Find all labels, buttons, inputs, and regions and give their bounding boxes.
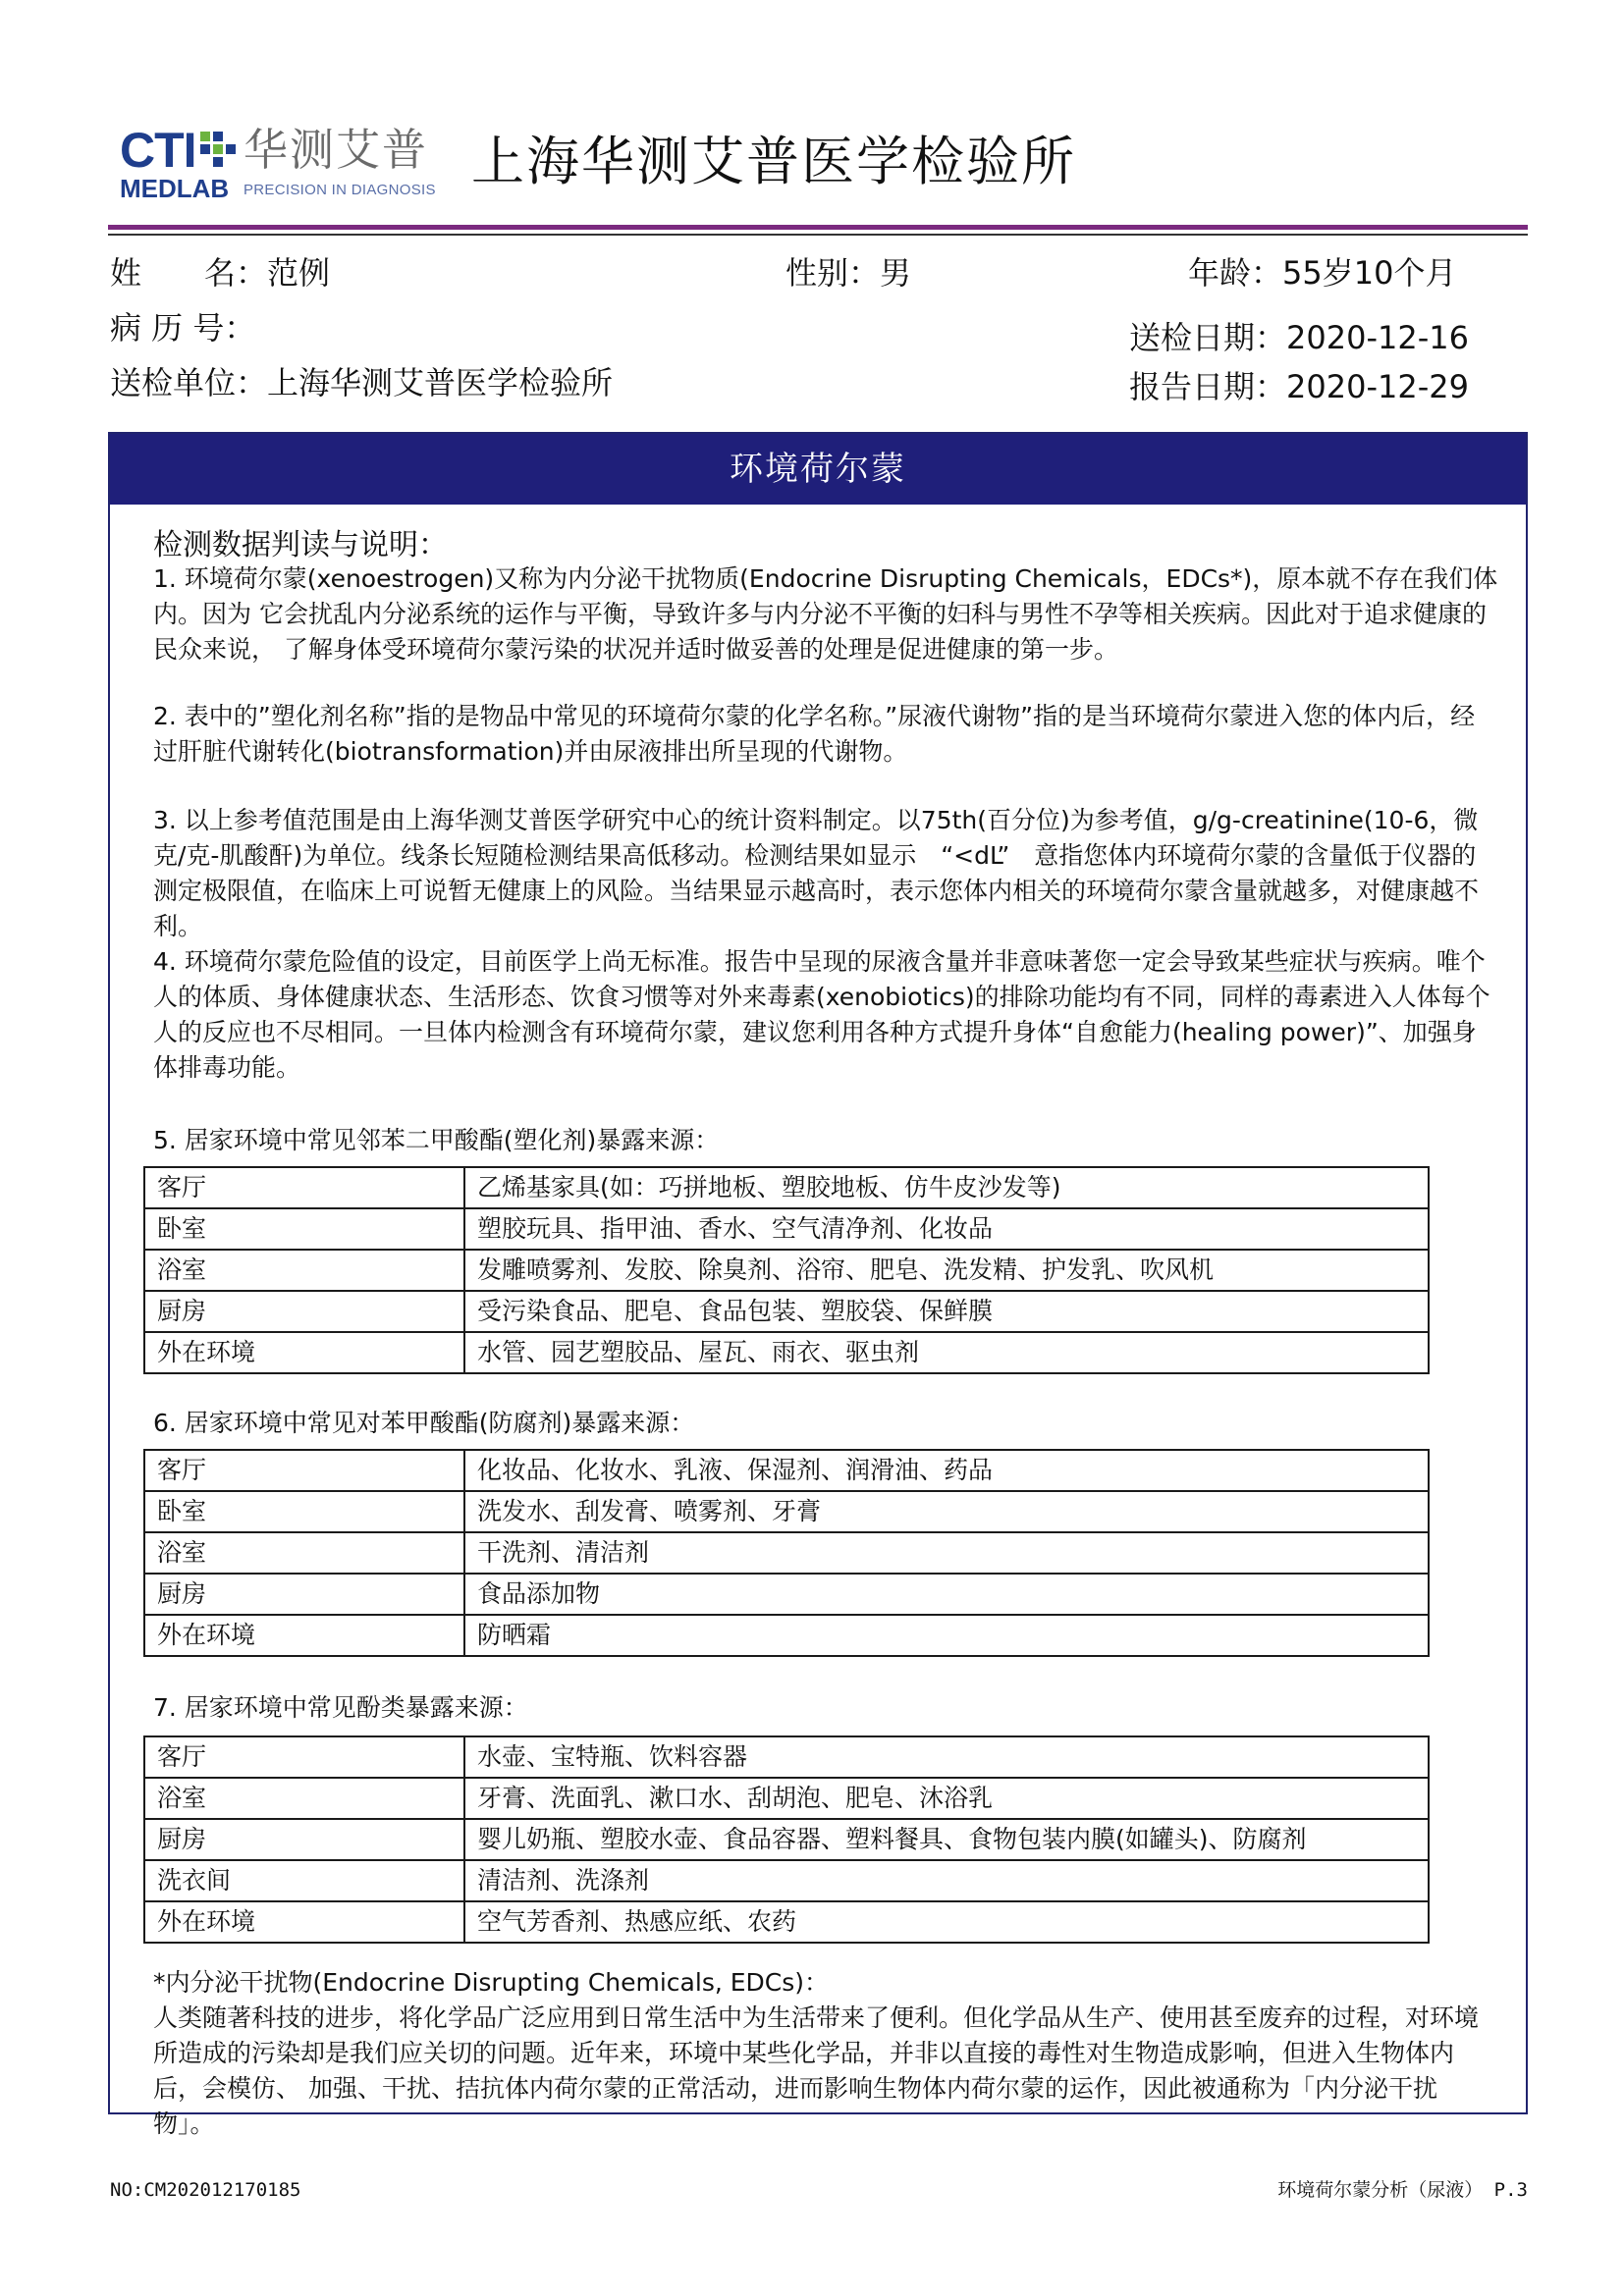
- patient-record-label: 病 历 号：: [110, 309, 256, 347]
- header-rule: [108, 225, 1528, 230]
- logo-cti-text: CTI: [120, 123, 196, 178]
- patient-gender: [785, 251, 911, 294]
- table-row: [144, 1450, 1429, 1491]
- sent-date-label: 送检日期：: [1129, 319, 1287, 356]
- sent-date-value: 2020-12-16: [1286, 319, 1469, 356]
- room-cell: 洗衣间: [144, 1860, 464, 1901]
- table6-title: 6. 居家环境中常见对苯甲酸酯(防腐剂)暴露来源：: [153, 1409, 695, 1437]
- table-row: [144, 1208, 1429, 1250]
- room-cell: 浴室: [144, 1532, 464, 1574]
- report-date-value: 2020-12-29: [1286, 368, 1469, 405]
- items-cell: 水管、园艺塑胶品、屋瓦、雨衣、驱虫剂: [464, 1332, 1429, 1373]
- table-row: [144, 1615, 1429, 1656]
- sent-date: [1129, 316, 1469, 359]
- patient-age: [1188, 251, 1456, 294]
- logo-grid-icon: [200, 132, 236, 167]
- items-cell: 乙烯基家具(如：巧拼地板、塑胶地板、仿牛皮沙发等): [464, 1167, 1429, 1208]
- items-cell: 婴儿奶瓶、塑胶水壶、食品容器、塑料餐具、食物包装内膜(如罐头)、防腐剂: [464, 1819, 1429, 1860]
- room-cell: 外在环境: [144, 1615, 464, 1656]
- items-cell: 塑胶玩具、指甲油、香水、空气清净剂、化妆品: [464, 1208, 1429, 1250]
- logo-medlab-text: MEDLAB: [120, 174, 230, 203]
- room-cell: 厨房: [144, 1291, 464, 1332]
- table-row: [144, 1491, 1429, 1532]
- items-cell: 受污染食品、肥皂、食品包装、塑胶袋、保鲜膜: [464, 1291, 1429, 1332]
- patient-name: [110, 251, 330, 294]
- report-date: [1129, 365, 1469, 408]
- room-cell: 客厅: [144, 1167, 464, 1208]
- table-row: [144, 1167, 1429, 1208]
- institute-title: 上海华测艾普医学检验所: [471, 131, 1076, 192]
- sending-unit-value: 上海华测艾普医学检验所: [267, 364, 614, 401]
- intro-paragraph-3: 3. 以上参考值范围是由上海华测艾普医学研究中心的统计资料制定。以75th(百分位)为参考值，g/g-creatinine(10-6，微克/克-肌酸酐)为单位。线条长短随检测结果高低移动。检测结果如显示 “<dL” 意指您体内环境荷尔蒙的含量低于仪器的测定极限值，在临床上可说暂无健康上的风险。当结果显示越高时，表示您体内相关的环境荷尔蒙含量就越多，对健康越不利。: [153, 806, 1480, 940]
- items-cell: 水壶、宝特瓶、饮料容器: [464, 1736, 1429, 1778]
- page-label: 环境荷尔蒙分析（尿液） P.3: [1277, 2179, 1528, 2201]
- intro-title: 检测数据判读与说明：: [153, 528, 448, 562]
- table-row: [144, 1574, 1429, 1615]
- intro-paragraph-4: 4. 环境荷尔蒙危险值的设定，目前医学上尚无标准。报告中呈现的尿液含量并非意味著您一定会导致某些症状与疾病。唯个人的体质、身体健康状态、生活形态、饮食习惯等对外来毒素(xenobiotics)的排除功能均有不同，同样的毒素进入人体每个人的反应也不尽相同。一旦体内检测含有环境荷尔蒙，建议您利用各种方式提升身体“自愈能力(healing power)”、加强身体排毒功能。: [153, 947, 1490, 1082]
- room-cell: 厨房: [144, 1819, 464, 1860]
- footnote-text: 人类随著科技的进步，将化学品广泛应用到日常生活中为生活带来了便利。但化学品从生产、使用甚至废弃的过程，对环境所造成的污染却是我们应关切的问题。近年来，环境中某些化学品，并非以直接的毒性对生物造成影响，但进入生物体内后，会模仿、 加强、干扰、拮抗体内荷尔蒙的正常活动，进而影响生物体内荷尔蒙的运作，因此被通称为「内分泌干扰物」。: [153, 2003, 1480, 2138]
- table7-exposure-sources: [143, 1735, 1430, 1944]
- room-cell: 外在环境: [144, 1332, 464, 1373]
- table6-exposure-sources: [143, 1449, 1430, 1657]
- table5-title: 5. 居家环境中常见邻苯二甲酸酯(塑化剂)暴露来源：: [153, 1126, 720, 1154]
- table-row: [144, 1860, 1429, 1901]
- room-cell: 客厅: [144, 1450, 464, 1491]
- items-cell: 化妆品、化妆水、乳液、保湿剂、润滑油、药品: [464, 1450, 1429, 1491]
- report-date-label: 报告日期：: [1129, 368, 1287, 405]
- intro-paragraph-1: 1. 环境荷尔蒙(xenoestrogen)又称为内分泌干扰物质(Endocrine Disrupting Chemicals，EDCs*)，原本就不存在我们体内。因为 它会扰乱内分泌系统的运作与平衡，导致许多与内分泌不平衡的妇科与男性不孕等相关疾病。因此对于追求健康的民众来说， 了解身体受环境荷尔蒙污染的状况并适时做妥善的处理是促进健康的第一步。: [153, 564, 1498, 664]
- patient-name-label: 姓 名：: [110, 254, 268, 292]
- company-logo: [120, 122, 444, 202]
- room-cell: 厨房: [144, 1574, 464, 1615]
- patient-gender-label: 性别：: [785, 254, 881, 292]
- patient-age-value: 55岁10个月: [1282, 254, 1457, 292]
- table-row: [144, 1250, 1429, 1291]
- table-row: [144, 1736, 1429, 1778]
- patient-gender-value: 男: [880, 254, 912, 292]
- room-cell: 卧室: [144, 1491, 464, 1532]
- table-row: [144, 1532, 1429, 1574]
- room-cell: 客厅: [144, 1736, 464, 1778]
- table-row: [144, 1778, 1429, 1819]
- items-cell: 洗发水、刮发膏、喷雾剂、牙膏: [464, 1491, 1429, 1532]
- report-number: NO:CM202012170185: [110, 2179, 301, 2201]
- items-cell: 牙膏、洗面乳、漱口水、刮胡泡、肥皂、沐浴乳: [464, 1778, 1429, 1819]
- table-row: [144, 1291, 1429, 1332]
- sending-unit-label: 送检单位：: [110, 364, 268, 401]
- section-banner: 环境荷尔蒙: [110, 434, 1526, 505]
- logo-chinese-name: 华测艾普: [244, 124, 429, 176]
- items-cell: 干洗剂、清洁剂: [464, 1532, 1429, 1574]
- header-rule-thin: [108, 234, 1528, 236]
- sending-unit: [110, 361, 613, 404]
- footnote-title: *内分泌干扰物(Endocrine Disrupting Chemicals, EDCs)：: [153, 1968, 830, 1997]
- table-row: [144, 1332, 1429, 1373]
- patient-record: [110, 306, 255, 349]
- room-cell: 外在环境: [144, 1901, 464, 1943]
- table-row: [144, 1901, 1429, 1943]
- items-cell: 食品添加物: [464, 1574, 1429, 1615]
- items-cell: 清洁剂、洗涤剂: [464, 1860, 1429, 1901]
- table-row: [144, 1819, 1429, 1860]
- table7-title: 7. 居家环境中常见酚类暴露来源：: [153, 1693, 528, 1722]
- room-cell: 浴室: [144, 1250, 464, 1291]
- room-cell: 卧室: [144, 1208, 464, 1250]
- patient-age-label: 年龄：: [1188, 254, 1283, 292]
- intro-paragraph-2: 2. 表中的”塑化剂名称”指的是物品中常见的环境荷尔蒙的化学名称。”尿液代谢物”指的是当环境荷尔蒙进入您的体内后，经过肝脏代谢转化(biotransformation)并由尿液排出所呈现的代谢物。: [153, 702, 1476, 766]
- room-cell: 浴室: [144, 1778, 464, 1819]
- logo-tagline: PRECISION IN DIAGNOSIS: [244, 182, 436, 198]
- table5-exposure-sources: [143, 1166, 1430, 1374]
- patient-name-value: 范例: [267, 254, 331, 292]
- items-cell: 发雕喷雾剂、发胶、除臭剂、浴帘、肥皂、洗发精、护发乳、吹风机: [464, 1250, 1429, 1291]
- items-cell: 防晒霜: [464, 1615, 1429, 1656]
- items-cell: 空气芳香剂、热感应纸、农药: [464, 1901, 1429, 1943]
